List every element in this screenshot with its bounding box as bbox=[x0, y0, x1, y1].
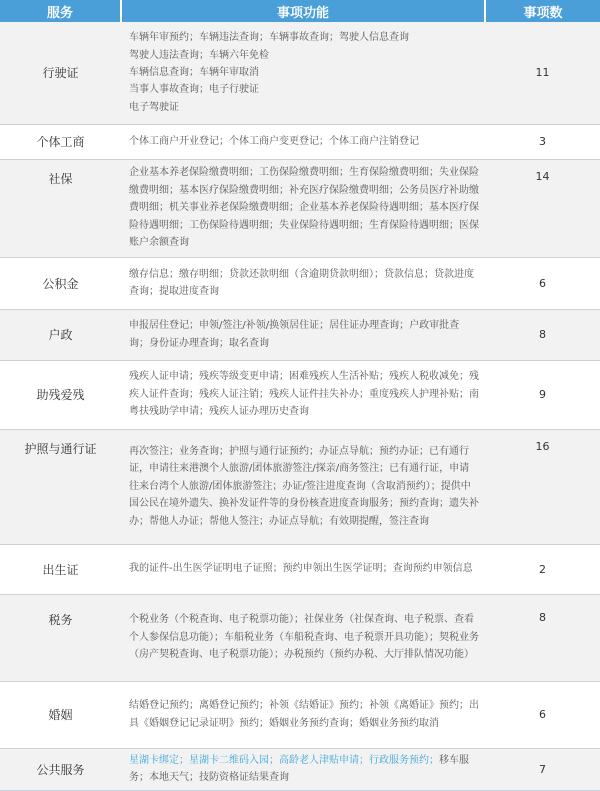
header-count: 事项数 bbox=[485, 0, 600, 22]
service-functions: 企业基本养老保险缴费明细；工伤保险缴费明细；生育保险缴费明细；失业保险缴费明细；基本医疗保险缴费明细；补充医疗保险缴费明细；公务员医疗补助缴费明细；机关事业养老保险缴费明细；企业基本养老保险待遇明细；基本医疗保险待遇明细；工伤保险待遇明细；失业保险待遇明细；生育保险待遇明细；医保账户余额查询 bbox=[121, 159, 485, 257]
service-name: 税务 bbox=[0, 594, 121, 681]
table-row bbox=[0, 429, 600, 544]
table-row bbox=[0, 22, 600, 124]
service-name: 公共服务 bbox=[0, 748, 121, 790]
service-functions: 残疾人证申请；残疾等级变更申请；困难残疾人生活补贴；残疾人税收减免；残疾人证件查询；残疾人证注销；残疾人证件挂失补办；重度残疾人护理补贴；南粤扶残助学申请；残疾人证办理历史查询 bbox=[121, 360, 485, 429]
table-row bbox=[0, 159, 600, 257]
table-header-row bbox=[0, 0, 600, 22]
function-line: 车辆信息查询；车辆年审取消 bbox=[129, 67, 259, 79]
service-name: 护照与通行证 bbox=[0, 429, 121, 544]
service-name: 行驶证 bbox=[0, 22, 121, 124]
header-functions: 事项功能 bbox=[121, 0, 485, 22]
service-functions: 再次签注；业务查询；护照与通行证预约；办证点导航；预约办证；已有通行证，申请往来港澳个人旅游/团体旅游签注/探亲/商务签注；已有通行证，申请往来台湾个人旅游/团体旅游签注；办证/签注进度查询（含取消预约）；提供中国公民在境外遗失、换补发证件等的身份核查进度查询服务；预约查询；遗失补办；帮他人办证；帮他人签注；办证点导航；有效期提醒，签注查询 bbox=[121, 429, 485, 544]
service-name: 个体工商 bbox=[0, 124, 121, 159]
public-service-text: 移车服务；本地天气；技防资格证结果查询 bbox=[129, 754, 469, 783]
service-count: 7 bbox=[485, 748, 600, 790]
function-line: 当事人事故查询；电子行驶证 bbox=[129, 84, 259, 96]
service-count: 16 bbox=[485, 429, 600, 544]
service-name: 公积金 bbox=[0, 257, 121, 309]
service-functions-link[interactable]: 个体工商户开业登记；个体工商户变更登记；个体工商户注销登记 bbox=[121, 124, 485, 159]
table-row bbox=[0, 309, 600, 360]
service-functions: 申报居住登记；申领/签注/补领/换领居住证；居住证办理查询；户政审批查询；身份证办理查询；取名查询 bbox=[121, 309, 485, 360]
service-count: 6 bbox=[485, 257, 600, 309]
table-row bbox=[0, 544, 600, 594]
table-row bbox=[0, 124, 600, 159]
service-count: 11 bbox=[485, 22, 600, 124]
service-functions bbox=[121, 748, 485, 790]
function-line: 电子驾驶证 bbox=[129, 101, 179, 113]
table-row bbox=[0, 257, 600, 309]
service-count: 9 bbox=[485, 360, 600, 429]
service-count: 8 bbox=[485, 309, 600, 360]
public-service-links[interactable]: 星湖卡绑定；星湖卡二维码入园；高龄老人津贴申请；行政服务预约； bbox=[129, 754, 439, 766]
service-functions: 缴存信息；缴存明细；贷款还款明细（含逾期贷款明细）；贷款信息；贷款进度查询；提取进度查询 bbox=[121, 257, 485, 309]
table-row bbox=[0, 681, 600, 748]
service-functions: 结婚登记预约；离婚登记预约；补领《结婚证》预约；补领《离婚证》预约；出具《婚姻登记记录证明》预约；婚姻业务预约查询；婚姻业务预约取消 bbox=[121, 681, 485, 748]
service-name: 户政 bbox=[0, 309, 121, 360]
table-row bbox=[0, 594, 600, 681]
function-line: 驾驶人违法查询；车辆六年免检 bbox=[129, 49, 269, 61]
service-functions: 我的证件-出生医学证明电子证照；预约申领出生医学证明；查询预约申领信息 bbox=[121, 544, 485, 594]
service-name: 婚姻 bbox=[0, 681, 121, 748]
table-row bbox=[0, 360, 600, 429]
service-functions: 个税业务（个税查询、电子税票功能）；社保业务（社保查询、电子税票、查看个人参保信息功能）；车船税业务（车船税查询、电子税票开具功能）；契税业务（房产契税查询、电子税票功能）；办税预约（预约办税、大厅排队情况功能） bbox=[121, 594, 485, 681]
service-count: 8 bbox=[485, 594, 600, 681]
service-name: 社保 bbox=[0, 159, 121, 257]
function-line: 车辆年审预约；车辆违法查询；车辆事故查询；驾驶人信息查询 bbox=[129, 32, 409, 44]
service-count: 6 bbox=[485, 681, 600, 748]
service-count: 14 bbox=[485, 159, 600, 257]
service-functions bbox=[121, 22, 485, 124]
table-row bbox=[0, 748, 600, 790]
service-count: 3 bbox=[485, 124, 600, 159]
service-name: 助残爱残 bbox=[0, 360, 121, 429]
service-name: 出生证 bbox=[0, 544, 121, 594]
header-service: 服务 bbox=[0, 0, 121, 22]
service-count: 2 bbox=[485, 544, 600, 594]
